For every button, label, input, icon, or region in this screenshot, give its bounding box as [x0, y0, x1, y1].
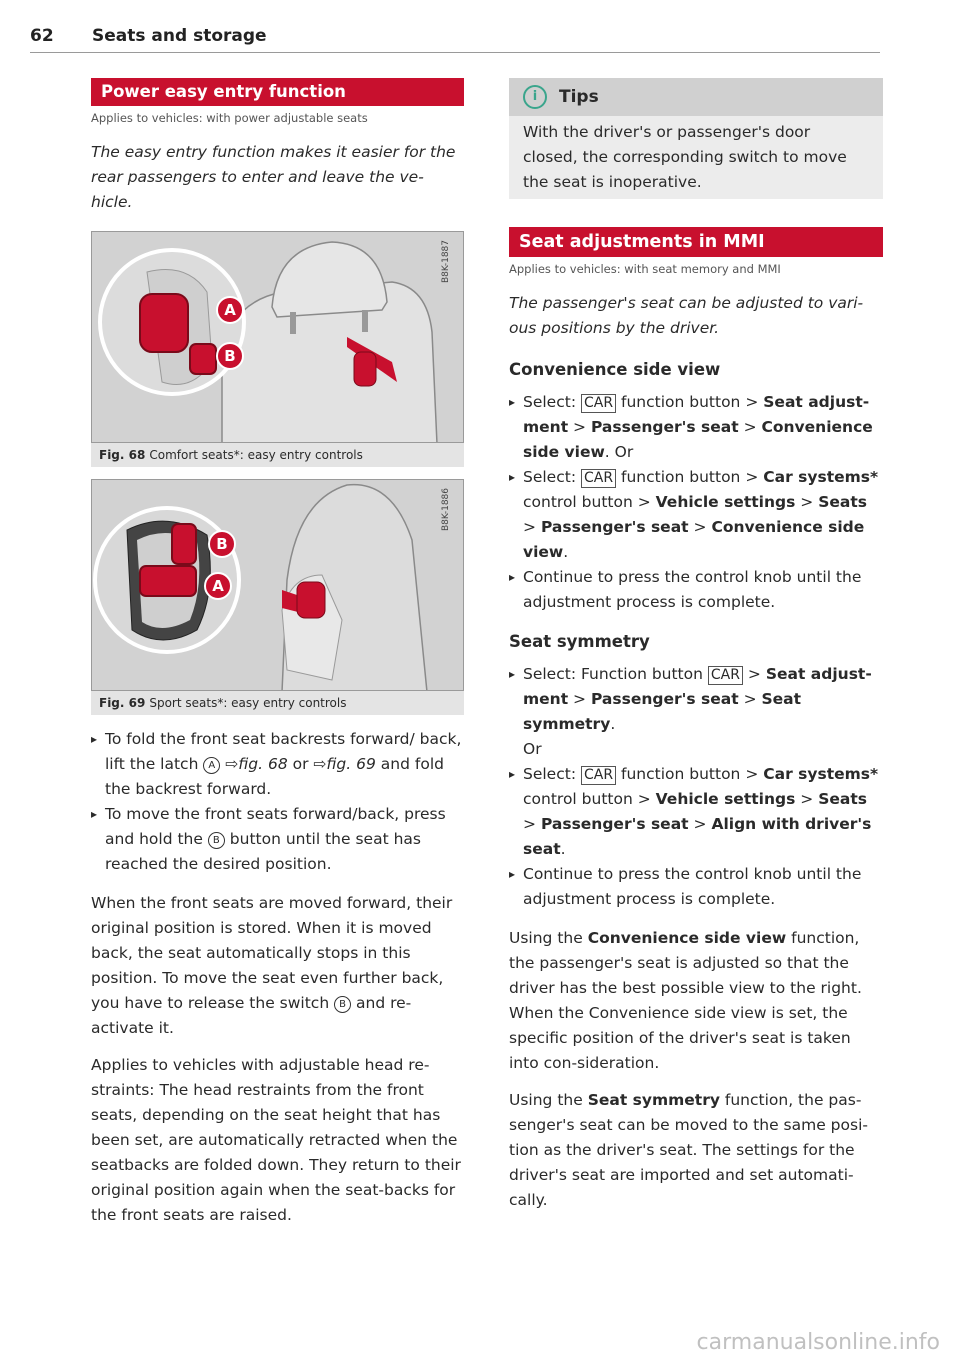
menu-passengers-seat: Passenger's seat: [590, 690, 739, 708]
paragraph-symmetry-explain: [509, 1088, 883, 1213]
fig69-link[interactable]: fig. 69: [326, 755, 376, 773]
para1-text-b: and re-activate it.: [91, 994, 412, 1037]
using-the: Using the: [509, 929, 583, 947]
symmetry-step-3: ▸ Continue to press the control knob until the adjustment process is complete.: [509, 862, 883, 912]
gt-sep: >: [637, 493, 651, 511]
select-label: Select:: [523, 765, 577, 783]
term-convenience-side-view: Convenience side view: [587, 929, 787, 947]
gt-sep: >: [800, 790, 814, 808]
menu-seat-adjustment: Seat adjust-ment: [523, 665, 872, 708]
select-label: Select:: [523, 393, 577, 411]
tips-box: [509, 78, 883, 199]
step2-text-b: button until the seat has reached the desired position.: [105, 830, 421, 873]
applies-note-mmi: Applies to vehicles: with seat memory and MMI: [509, 262, 781, 276]
symmetry-step-1: [509, 662, 883, 762]
figure-id-69: B8K-1886: [441, 488, 451, 532]
gt-sep: >: [745, 393, 759, 411]
step-move-seats: [91, 802, 464, 877]
convenience-step-2: [509, 465, 883, 565]
using-the: Using the: [509, 1091, 583, 1109]
section-title-easy-entry: Power easy entry function: [91, 78, 464, 106]
figure-69-sport-seat: [91, 479, 464, 691]
function-button-text: function button: [621, 468, 741, 486]
select-function-button: Select: Function button: [523, 665, 703, 683]
convenience-steps: [509, 390, 883, 615]
step2-text-a: To move the front seats forward/back, press and hold the: [105, 805, 446, 848]
gt-sep: >: [745, 468, 759, 486]
select-label: Select:: [523, 468, 577, 486]
control-button-text: control button: [523, 493, 633, 511]
page-header: [30, 26, 880, 53]
figure-68-caption-text: Comfort seats*: easy entry controls: [149, 448, 363, 462]
gt-sep: >: [637, 790, 651, 808]
left-column: [91, 78, 464, 1240]
comfort-seat-illustration: [92, 232, 464, 443]
gt-sep: >: [573, 690, 587, 708]
page-number: 62: [30, 26, 54, 46]
applies-note: Applies to vehicles: with power adjustable seats: [91, 111, 368, 125]
figure-id-68: B8K-1887: [441, 240, 451, 284]
marker-a-fig69: A: [204, 572, 232, 600]
menu-vehicle-settings: Vehicle settings: [655, 790, 796, 808]
function-button-text: function button: [621, 765, 741, 783]
chapter-title: Seats and storage: [92, 26, 267, 46]
fig68-link[interactable]: fig. 68: [238, 755, 288, 773]
figure-68-comfort-seat: [91, 231, 464, 443]
figure-68-label: Fig. 68: [99, 448, 146, 462]
marker-a-fig68: A: [216, 296, 244, 324]
menu-convenience-side-view: Convenience side view: [523, 418, 873, 461]
car-button[interactable]: CAR: [581, 766, 616, 785]
paragraph-convenience-explain: [509, 926, 883, 1076]
figure-69-label: Fig. 69: [99, 696, 146, 710]
menu-seat-adjustment: Seat adjust-ment: [523, 393, 870, 436]
menu-seats: Seats: [818, 790, 867, 808]
intro-text-mmi: The passenger's seat can be adjusted to vari-ous positions by the driver.: [509, 294, 864, 337]
gt-sep: >: [747, 665, 761, 683]
menu-seats: Seats: [818, 493, 867, 511]
menu-vehicle-settings: Vehicle settings: [655, 493, 796, 511]
convenience-step-3: ▸ Continue to press the control knob until the adjustment process is complete.: [509, 565, 883, 615]
figure-69-caption-text: Sport seats*: easy entry controls: [149, 696, 347, 710]
watermark: carmanualsonline.info: [696, 1330, 940, 1355]
step1-text-e: and fold the backrest forward.: [105, 755, 444, 798]
gt-sep: >: [523, 815, 536, 833]
menu-passengers-seat: Passenger's seat: [540, 518, 689, 536]
or-text: Or: [523, 740, 542, 758]
marker-b-fig69: B: [208, 530, 236, 558]
step1-or: or: [292, 755, 309, 773]
marker-a-inline: A: [203, 757, 220, 774]
intro-text: The easy entry function makes it easier for the rear passengers to enter and leave the ve-hicle.: [91, 143, 456, 211]
gt-sep: >: [523, 518, 536, 536]
function-button-text: function button: [621, 393, 741, 411]
car-button[interactable]: CAR: [708, 666, 743, 685]
step1-text-a: To fold the front seat backrests forward/ back, lift the latch: [105, 730, 462, 773]
tips-text: With the driver's or passenger's door closed, the corresponding switch to move the seat is inoperative.: [523, 123, 847, 191]
section-title-mmi: Seat adjustments in MMI: [509, 227, 883, 257]
info-icon: i: [523, 85, 547, 109]
figure-68-caption: [91, 443, 464, 467]
para-symmetry-rest: function, the pas-senger's seat can be moved to the same posi-tion as the driver's seat. The settings for the driver's seat are imported and set automati-cally.: [509, 1091, 868, 1209]
gt-sep: >: [800, 493, 814, 511]
gt-sep: >: [745, 765, 759, 783]
convenience-step-1: [509, 390, 883, 465]
gt-sep: >: [693, 815, 707, 833]
or-text: . Or: [604, 443, 634, 461]
marker-b-fig68: B: [216, 342, 244, 370]
menu-passengers-seat: Passenger's seat: [590, 418, 739, 436]
menu-car-systems: Car systems*: [763, 765, 879, 783]
dot: .: [610, 715, 616, 733]
para-convenience-rest: function, the passenger's seat is adjusted so that the driver has the best possible view to the right. When the Convenience side view is set, the specific position of the driver's seat is taken into con-sideration.: [509, 929, 862, 1072]
menu-align-with-driver: Align with driver's seat: [523, 815, 872, 858]
para1-text-a: When the front seats are moved forward, their original position is stored. When it is moved back, the seat automatically stops in this position. To move the seat even further back, you have to release the switch: [91, 894, 453, 1012]
symmetry-step-2: [509, 762, 883, 862]
paragraph-position-stored: [91, 891, 464, 1041]
tips-header: [509, 78, 883, 116]
menu-convenience-side-view: Convenience side view: [523, 518, 865, 561]
step-fold-backrest: ▸ To fold the front seat backrests forward/ back, lift the latch A ⇨fig. 68 or ⇨fig. 69 and fold the backrest forward.: [91, 727, 464, 802]
gt-sep: >: [573, 418, 587, 436]
tips-title: Tips: [559, 87, 599, 107]
heading-convenience-side-view: Convenience side view: [509, 360, 721, 379]
paragraph-head-restraints: Applies to vehicles with adjustable head re-straints: The head restraints from the front seats, depending on the seat height that has been set, are automatically retracted when the seatbacks are folded down. They return to their original position again when the seat-backs for the front seats are raised.: [91, 1056, 461, 1224]
car-button[interactable]: CAR: [581, 469, 616, 488]
menu-car-systems: Car systems*: [763, 468, 879, 486]
menu-passengers-seat: Passenger's seat: [540, 815, 689, 833]
heading-seat-symmetry: Seat symmetry: [509, 632, 650, 651]
gt-sep: >: [743, 690, 757, 708]
marker-b-inline-2: B: [334, 996, 351, 1013]
sport-seat-illustration: [92, 480, 464, 691]
right-column: [509, 78, 883, 1225]
term-seat-symmetry: Seat symmetry: [587, 1091, 720, 1109]
car-button[interactable]: CAR: [581, 394, 616, 413]
dot: .: [560, 840, 566, 858]
control-button-text: control button: [523, 790, 633, 808]
gt-sep: >: [693, 518, 707, 536]
easy-entry-steps: [91, 727, 464, 877]
figure-69-caption: [91, 691, 464, 715]
dot: .: [563, 543, 569, 561]
menu-seat-symmetry: Seat symmetry: [523, 690, 802, 733]
gt-sep: >: [743, 418, 757, 436]
symmetry-steps: [509, 662, 883, 912]
marker-b-inline: B: [208, 832, 225, 849]
